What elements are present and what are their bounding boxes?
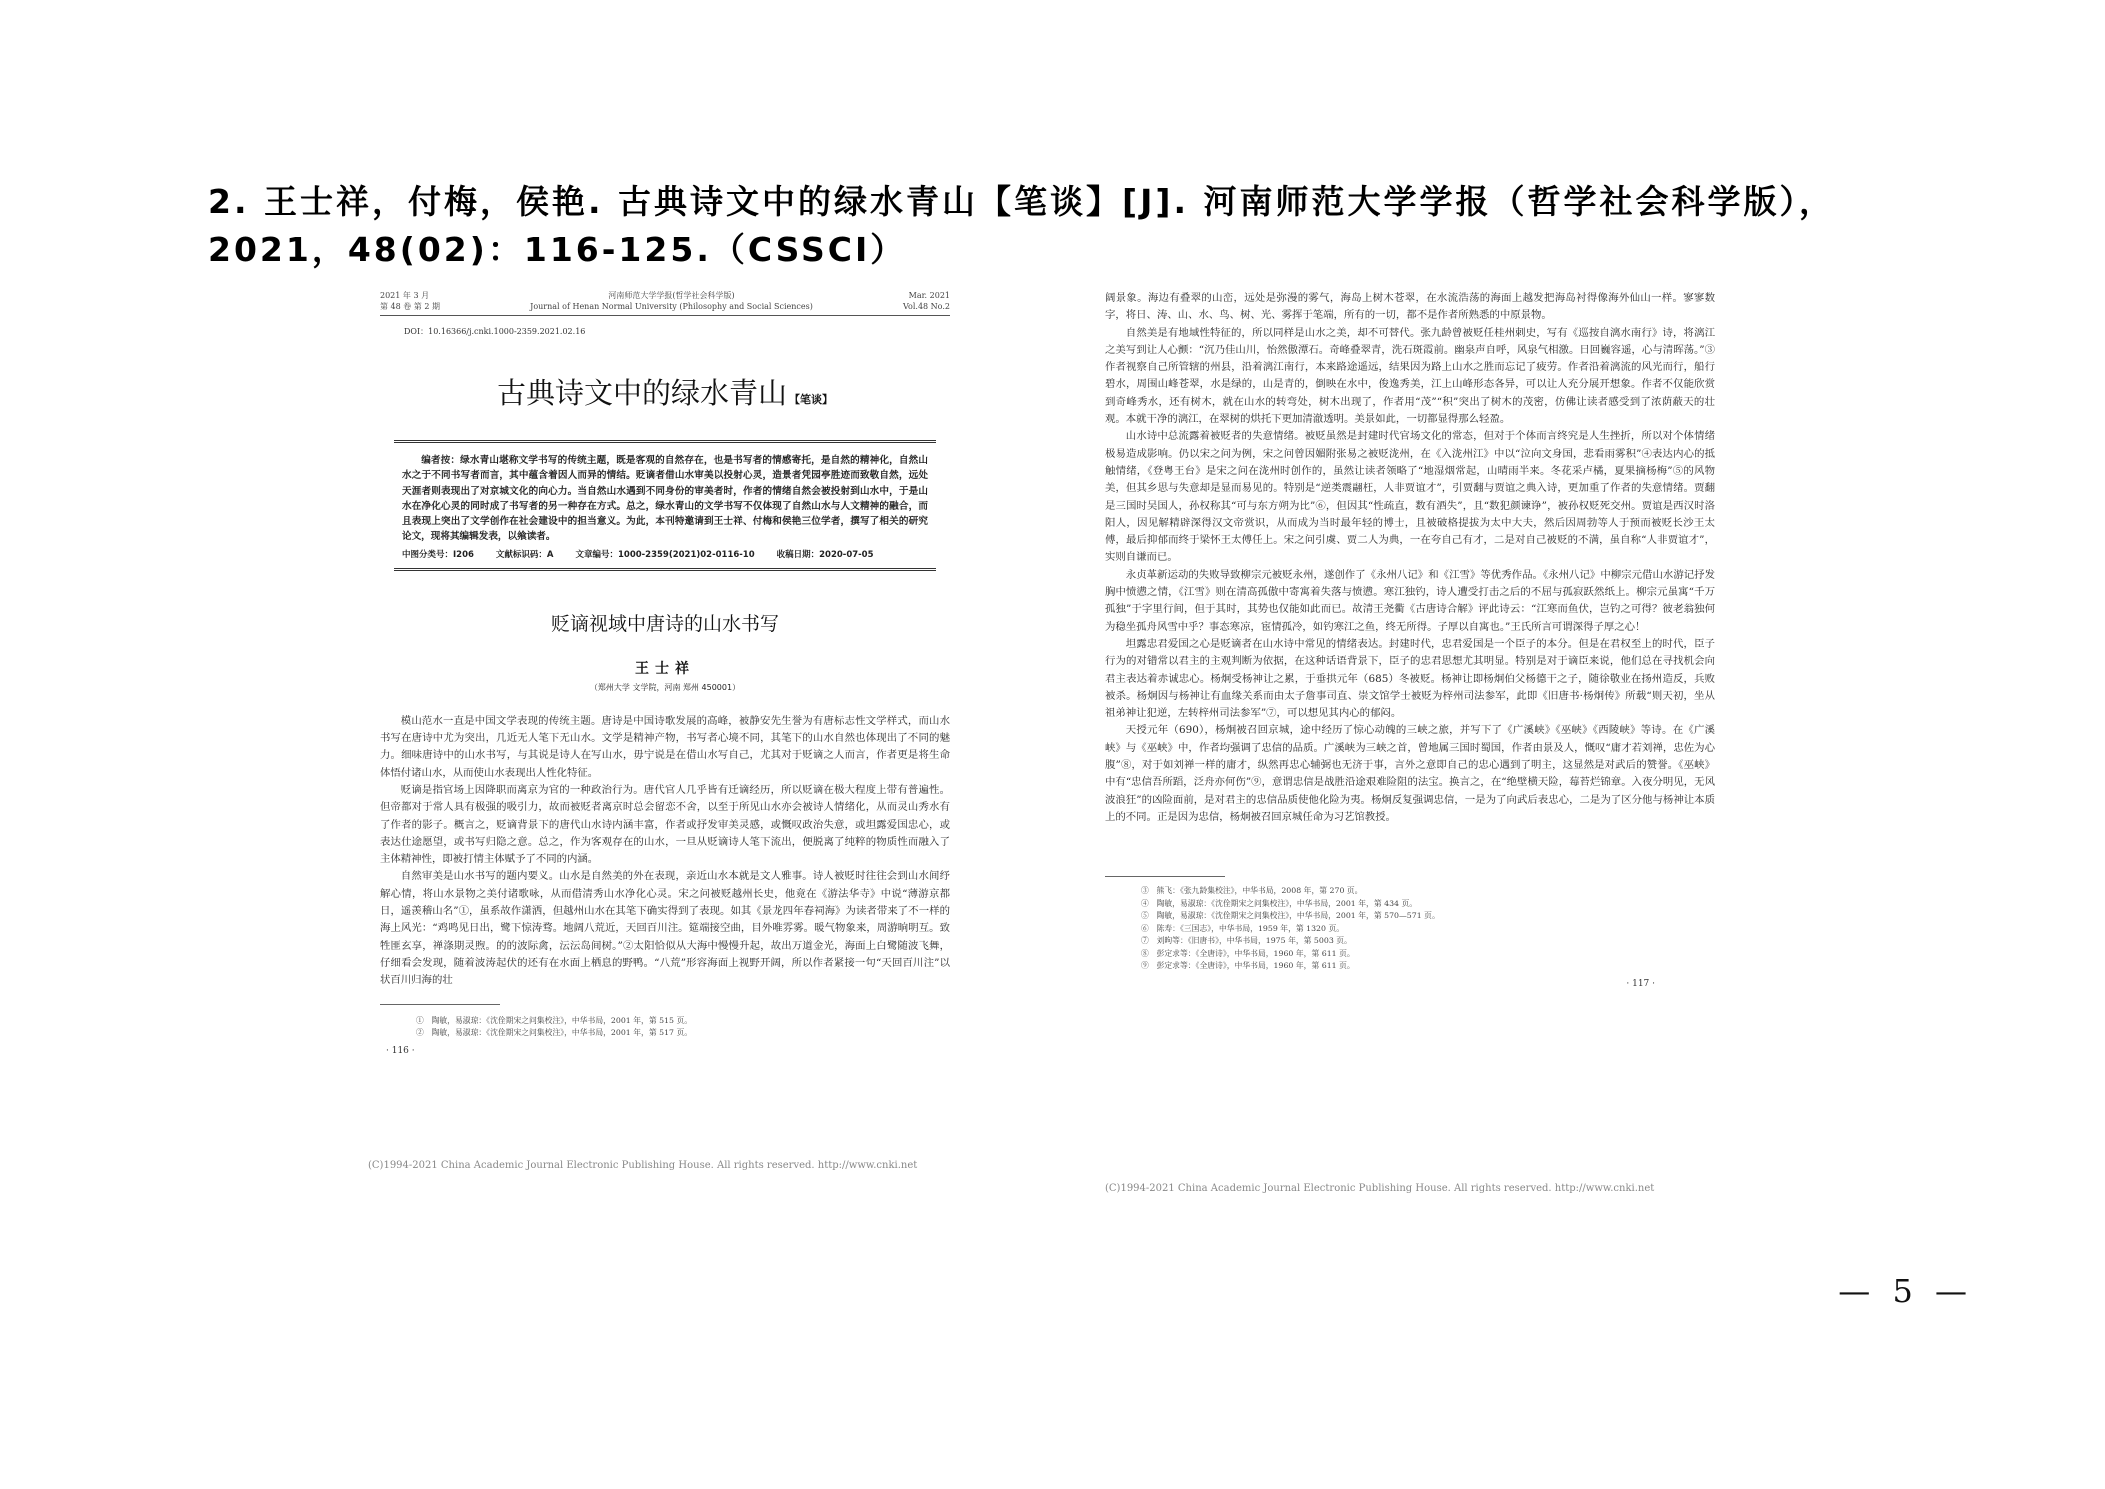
body-paragraph: 坦露忠君爱国之心是贬谪者在山水诗中常见的情绪表达。封建时代，忠君爱国是一个臣子的本分。但是在君权至上的时代，臣子行为的对错常以君主的主观判断为依据，在这种话语背景下，臣子的忠君思想尤其明显。特别是对于谪臣来说，他们总在寻找机会向君主表达着赤诚忠心。杨炯受杨神让之累，于垂拱元年（685）冬被贬。杨神让即杨炯伯父杨德干之子，随徐敬业在扬州造反，兵败被杀。杨炯因与杨神让有血缘关系而由太子詹事司直、崇文馆学士被贬为梓州司法参军，此即《旧唐书·杨炯传》所载“则天初，坐从祖弟神让犯逆，左转梓州司法参军”⑦，可以想见其内心的郁闷。: [1105, 637, 1715, 720]
footnote: ① 陶敏，易淑琼：《沈佺期宋之问集校注》，中华书局，2001 年，第 515 页。: [416, 1015, 693, 1025]
footnote: ⑦ 刘昫等：《旧唐书》，中华书局，1975 年，第 5003 页。: [1141, 936, 1352, 946]
doi: DOI：10.16366/j.cnki.1000-2359.2021.02.16: [404, 327, 586, 336]
footnote: ④ 陶敏，易淑琼：《沈佺期宋之问集校注》，中华书局，2001 年，第 434 页。: [1141, 898, 1418, 908]
footnote: ⑧ 彭定求等：《全唐诗》，中华书局，1960 年，第 611 页。: [1141, 948, 1355, 958]
body-paragraph: 自然审美是山水书写的题内要义。山水是自然美的外在表现，亲近山水本就是文人雅事。诗人被贬时往往会到山水间纾解心情，将山水景物之美付诸歌咏，从而借清秀山水净化心灵。宋之问被贬越州长史，他竟在《游法华寺》中说“薄游京都日，遥羡稽山名”①，虽系故作潇洒，但越州山水在其笔下确实得到了表现。如其《景龙四年春祠海》为读者带来了不一样的海上风光：“鸡鸣见日出，鹭下惊涛骛。地阔八荒近，天回百川注。筵端接空曲，目外唯雰雾。暖气物象来，周游晌明互。致牲匪玄享，禅涤期灵煦。的的波际禽，沄沄岛间树。”②太阳恰似从大海中慢慢升起，故出万道金光，海面上白鹭随波飞舞，仔细看会发现，随着波涛起伏的还有在水面上栖息的野鸭。“八荒”形容海面上视野开阔，所以作者紧接一句“天回百川注”以状百川归海的壮: [380, 870, 950, 987]
editor-note: 编者按：绿水青山堪称文学书写的传统主题，既是客观的自然存在，也是书写者的情感寄托，是自然的精神化，自然山水之于不同书写者而言，其中蕴含着因人而异的情结。贬谪者借山水审美以投射心灵，造景者凭园亭胜迹而致敬自然，远处天涯者则表现出了对京城文化的向心力。当自然山水遇到不同身份的审美者时，作者的情绪自然会被投射到山水中，于是山水在净化心灵的同时成了书写者的另一种存在方式。总之，绿水青山的文学书写不仅体现了自然山水与人文精神的融合，而且表现上突出了文学创作在社会建设中的担当意义。为此，本刊特邀请到王士祥、付梅和侯艳三位学者，撰写了相关的研究论文，现将其编辑发表，以飨读者。: [402, 455, 928, 543]
header-month-en: Mar. 2021: [908, 291, 950, 300]
column-title: [380, 371, 950, 412]
scanned-page-left: [380, 290, 950, 1180]
meta-article-no: 文章编号：1000-2359(2021)02-0116-10: [575, 549, 755, 560]
footnotes: [380, 1015, 950, 1040]
meta-received: 收稿日期：2020-07-05: [776, 549, 874, 560]
page-number: · 116 ·: [386, 1045, 415, 1056]
scanned-page-right: [1105, 290, 1715, 1180]
column-title-text: 古典诗文中的绿水青山: [496, 376, 787, 410]
article-title: 贬谪视域中唐诗的山水书写: [550, 612, 779, 635]
journal-header: [380, 290, 950, 316]
body-paragraph: 模山范水一直是中国文学表现的传统主题。唐诗是中国诗歌发展的高峰，被静安先生誉为有唐标志性文学样式，而山水书写在唐诗中尤为突出，几近无人笔下无山水。文学是精神产物，书写者心境不同，其笔下的山水自然也体现出了不同的魅力。细味唐诗中的山水书写，与其说是诗人在写山水，毋宁说是在借山水写自己，尤其对于贬谪之人而言，作者更是将生命体悟付诸山水，从而使山水表现出人性化特征。: [380, 714, 950, 779]
header-journal-cn: 河南师范大学学报(哲学社会科学版): [608, 291, 735, 300]
copyright-notice: (C)1994-2021 China Academic Journal Electronic Publishing House. All rights reserved. http://www.cnki.net: [1105, 1183, 1655, 1194]
header-date-en: [903, 290, 950, 312]
footnote-rule: [1105, 876, 1225, 877]
footnote: ③ 熊飞：《张九龄集校注》，中华书局，2008 年，第 270 页。: [1141, 886, 1363, 896]
body-paragraph: 自然美是有地域性特征的，所以同样是山水之美，却不可替代。张九龄曾被贬任桂州刺史，写有《巡按自漓水南行》诗，将漓江之美写到让人心颤：“沉乃佳山川，怡然傲潭石。奇峰叠翠青，洗石斑霞前。幽泉声自呼，风泉气相激。日回巍容遥，心与清晖荡。”③作者视察自己所管辖的州县，沿着漓江南行，本来路途遥远，结果因为路上山水之胜而忘记了疲劳。作者沿着漓流的风光而行，船行碧水，周围山峰苍翠，水是绿的，山是青的，倒映在水中，俊逸秀美，江上山峰形态各异，可以让人充分展开想象。作者不仅能欣赏到奇峰秀水，还有树木，就在山水的转弯处，树木出现了，作者用“茂”“积”突出了树木的茂密，仿佛让读者感受到了浓荫蔽天的壮观。本就干净的漓江，在翠树的烘托下更加清澈透明。美景如此，一切都显得那么轻盈。: [1105, 326, 1715, 426]
body-paragraph: 阔景象。海边有叠翠的山峦，远处是弥漫的雾气，海岛上树木苍翠，在水流浩荡的海面上越发把海岛衬得像海外仙山一样。寥寥数字，将日、涛、山、水、鸟、树、光、雾挥于笔端，所有的一切，都不是作者所熟悉的中原景物。: [1105, 292, 1715, 322]
header-date-volume: [380, 290, 440, 312]
meta-doc-code: 文献标识码：A: [495, 549, 554, 560]
header-date: 2021 年 3 月: [380, 291, 430, 300]
article-meta: [402, 548, 928, 560]
author: 王士祥: [635, 660, 695, 677]
body-paragraph: 天授元年（690），杨炯被召回京城，途中经历了惊心动魄的三峡之旅，并写下了《广溪峡》《巫峡》《西陵峡》等诗。在《广溪峡》与《巫峡》中，作者均强调了忠信的品质。广溪峡为三峡之首，曾地属三国时蜀国，作者由景及人，慨叹“庸才若刘禅，忠佐为心腹”⑧，对于如刘禅一样的庸才，纵然再忠心辅弼也无济于事，言外之意即自己的忠心遇到了明主，这显然是对武后的赞誉。《巫峡》中有“忠信吾所蹈，泛舟亦何伤”⑨，意谓忠信是战胜沿途艰难险阻的法宝。换言之，在“绝壁横天险，莓苔烂锦章。入夜分明见，无风波浪狂”的凶险面前，是对君主的忠信品质使他化险为夷。杨炯反复强调忠信，一是为了向武后表忠心，二是为了区分他与杨神让本质上的不同。正是因为忠信，杨炯被召回京城任命为习艺馆教授。: [1105, 724, 1715, 823]
column-tag: 【笔谈】: [789, 393, 833, 406]
header-volume: 第 48 卷 第 2 期: [380, 302, 440, 311]
meta-clc: 中图分类号：I206: [402, 549, 474, 560]
footnote: ⑤ 陶敏，易淑琼：《沈佺期宋之问集校注》，中华书局，2001 年，第 570—571 页。: [1141, 911, 1440, 921]
body-paragraph: 山水诗中总流露着被贬者的失意情绪。被贬虽然是封建时代官场文化的常态，但对于个体而言终究是人生挫折，所以对个体情绪极易造成影响。仍以宋之问为例，宋之问曾因媚附张易之被贬泷州，在《入泷州江》中以“泣向文身国，悲看雨雾积”④表达内心的抵触情绪，《登粤王台》是宋之问在泷州时创作的，虽然让读者领略了“地湿烟常起，山晴雨半来。冬花采卢橘，夏果摘杨梅”⑤的风物美，但其乡思与失意却是显而易见的。特别是“逆类震翮枉，人非贾谊才”，引贾翻与贾谊之典入诗，更加重了作者的失意情绪。贾翻是三国时吴国人，孙权称其“可与东方朔为比”⑥，但因其“性疏直，数有酒失”，且“数犯颜谏诤”，被孙权贬死交州。贾谊是西汉时洛阳人，因见解精辟深得汉文帝赏识，从而成为当时最年轻的博士，且被破格提拔为太中大夫，然后因周勃等人于预而被贬长沙王太傅，最后抑郁而终于梁怀王太傅任上。宋之问引虞、贾二人为典，一在夸自己有才，二是对自己被贬的不满，虽自称“人非贾谊才”，实则自谦而已。: [1105, 430, 1715, 564]
footnote: ⑥ 陈寿：《三国志》，中华书局，1959 年，第 1320 页。: [1141, 923, 1345, 933]
footnote-rule: [380, 1004, 500, 1005]
body-paragraph: 贬谪是指官场上因降职而离京为官的一种政治行为。唐代官人几乎皆有迁谪经历，所以贬谪在极大程度上带有普遍性。但帝都对于常人具有极强的吸引力，故而被贬者离京时总会留恋不舍，以至于所见山水亦会被诗人情绪化，从而灵山秀水有了作者的影子。概言之，贬谪背景下的唐代山水诗内涵丰富，作者或抒发审美灵感，或慨叹政治失意，或坦露爱国忠心，或表达仕途愿望，或书写归隐之意。总之，作为客观存在的山水，一旦从贬谪诗人笔下流出，便脱离了纯粹的物质性而融入了主体精神性，即被打情主体赋予了不同的内涵。: [380, 783, 950, 866]
page-number: · 117 ·: [1626, 978, 1655, 989]
footnote: ② 陶敏，易淑琼：《沈佺期宋之问集校注》，中华书局，2001 年，第 517 页。: [416, 1028, 693, 1038]
editor-note-box: [394, 440, 936, 571]
copyright-notice: (C)1994-2021 China Academic Journal Electronic Publishing House. All rights reserved. http://www.cnki.net: [368, 1160, 918, 1171]
body-paragraph: 永贞革新运动的失败导致柳宗元被贬永州，遂创作了《永州八记》和《江雪》等优秀作品。《永州八记》中柳宗元借山水游记抒发胸中愤懑之情，《江雪》则在清高孤傲中寄寓着失落与愤懑。寒江独钓，诗人遭受打击之后的不屈与孤寂跃然纸上。柳宗元虽寓“千万孤独”于字里行间，但于其时，其势也仅能如此而已。故清王尧衢《古唐诗合解》评此诗云：“江寒而鱼伏，岂钓之可得？彼老翁独何为稳坐孤舟风雪中乎？事态寒凉，宦情孤冷，如钓寒江之鱼，终无所得。子厚以自寓也。”王氏所言可谓深得子厚之心！: [1105, 568, 1715, 633]
footnotes: [1105, 876, 1715, 973]
footnote: ⑨ 彭定求等：《全唐诗》，中华书局，1960 年，第 611 页。: [1141, 961, 1355, 971]
affiliation: （郑州大学 文学院，河南 郑州 450001）: [589, 682, 741, 692]
citation-text: 2. 王士祥，付梅，侯艳. 古典诗文中的绿水青山【笔谈】[J]. 河南师范大学学报（哲学社会科学版），2021，48(02)：116-125.（CSSCI）: [208, 182, 1835, 269]
header-volume-en: Vol.48 No.2: [903, 302, 950, 311]
header-journal-name: [530, 290, 813, 312]
page-footer-number: — 5 —: [1838, 1272, 1973, 1310]
header-journal-en: Journal of Henan Normal University (Philosophy and Social Sciences): [530, 302, 813, 311]
